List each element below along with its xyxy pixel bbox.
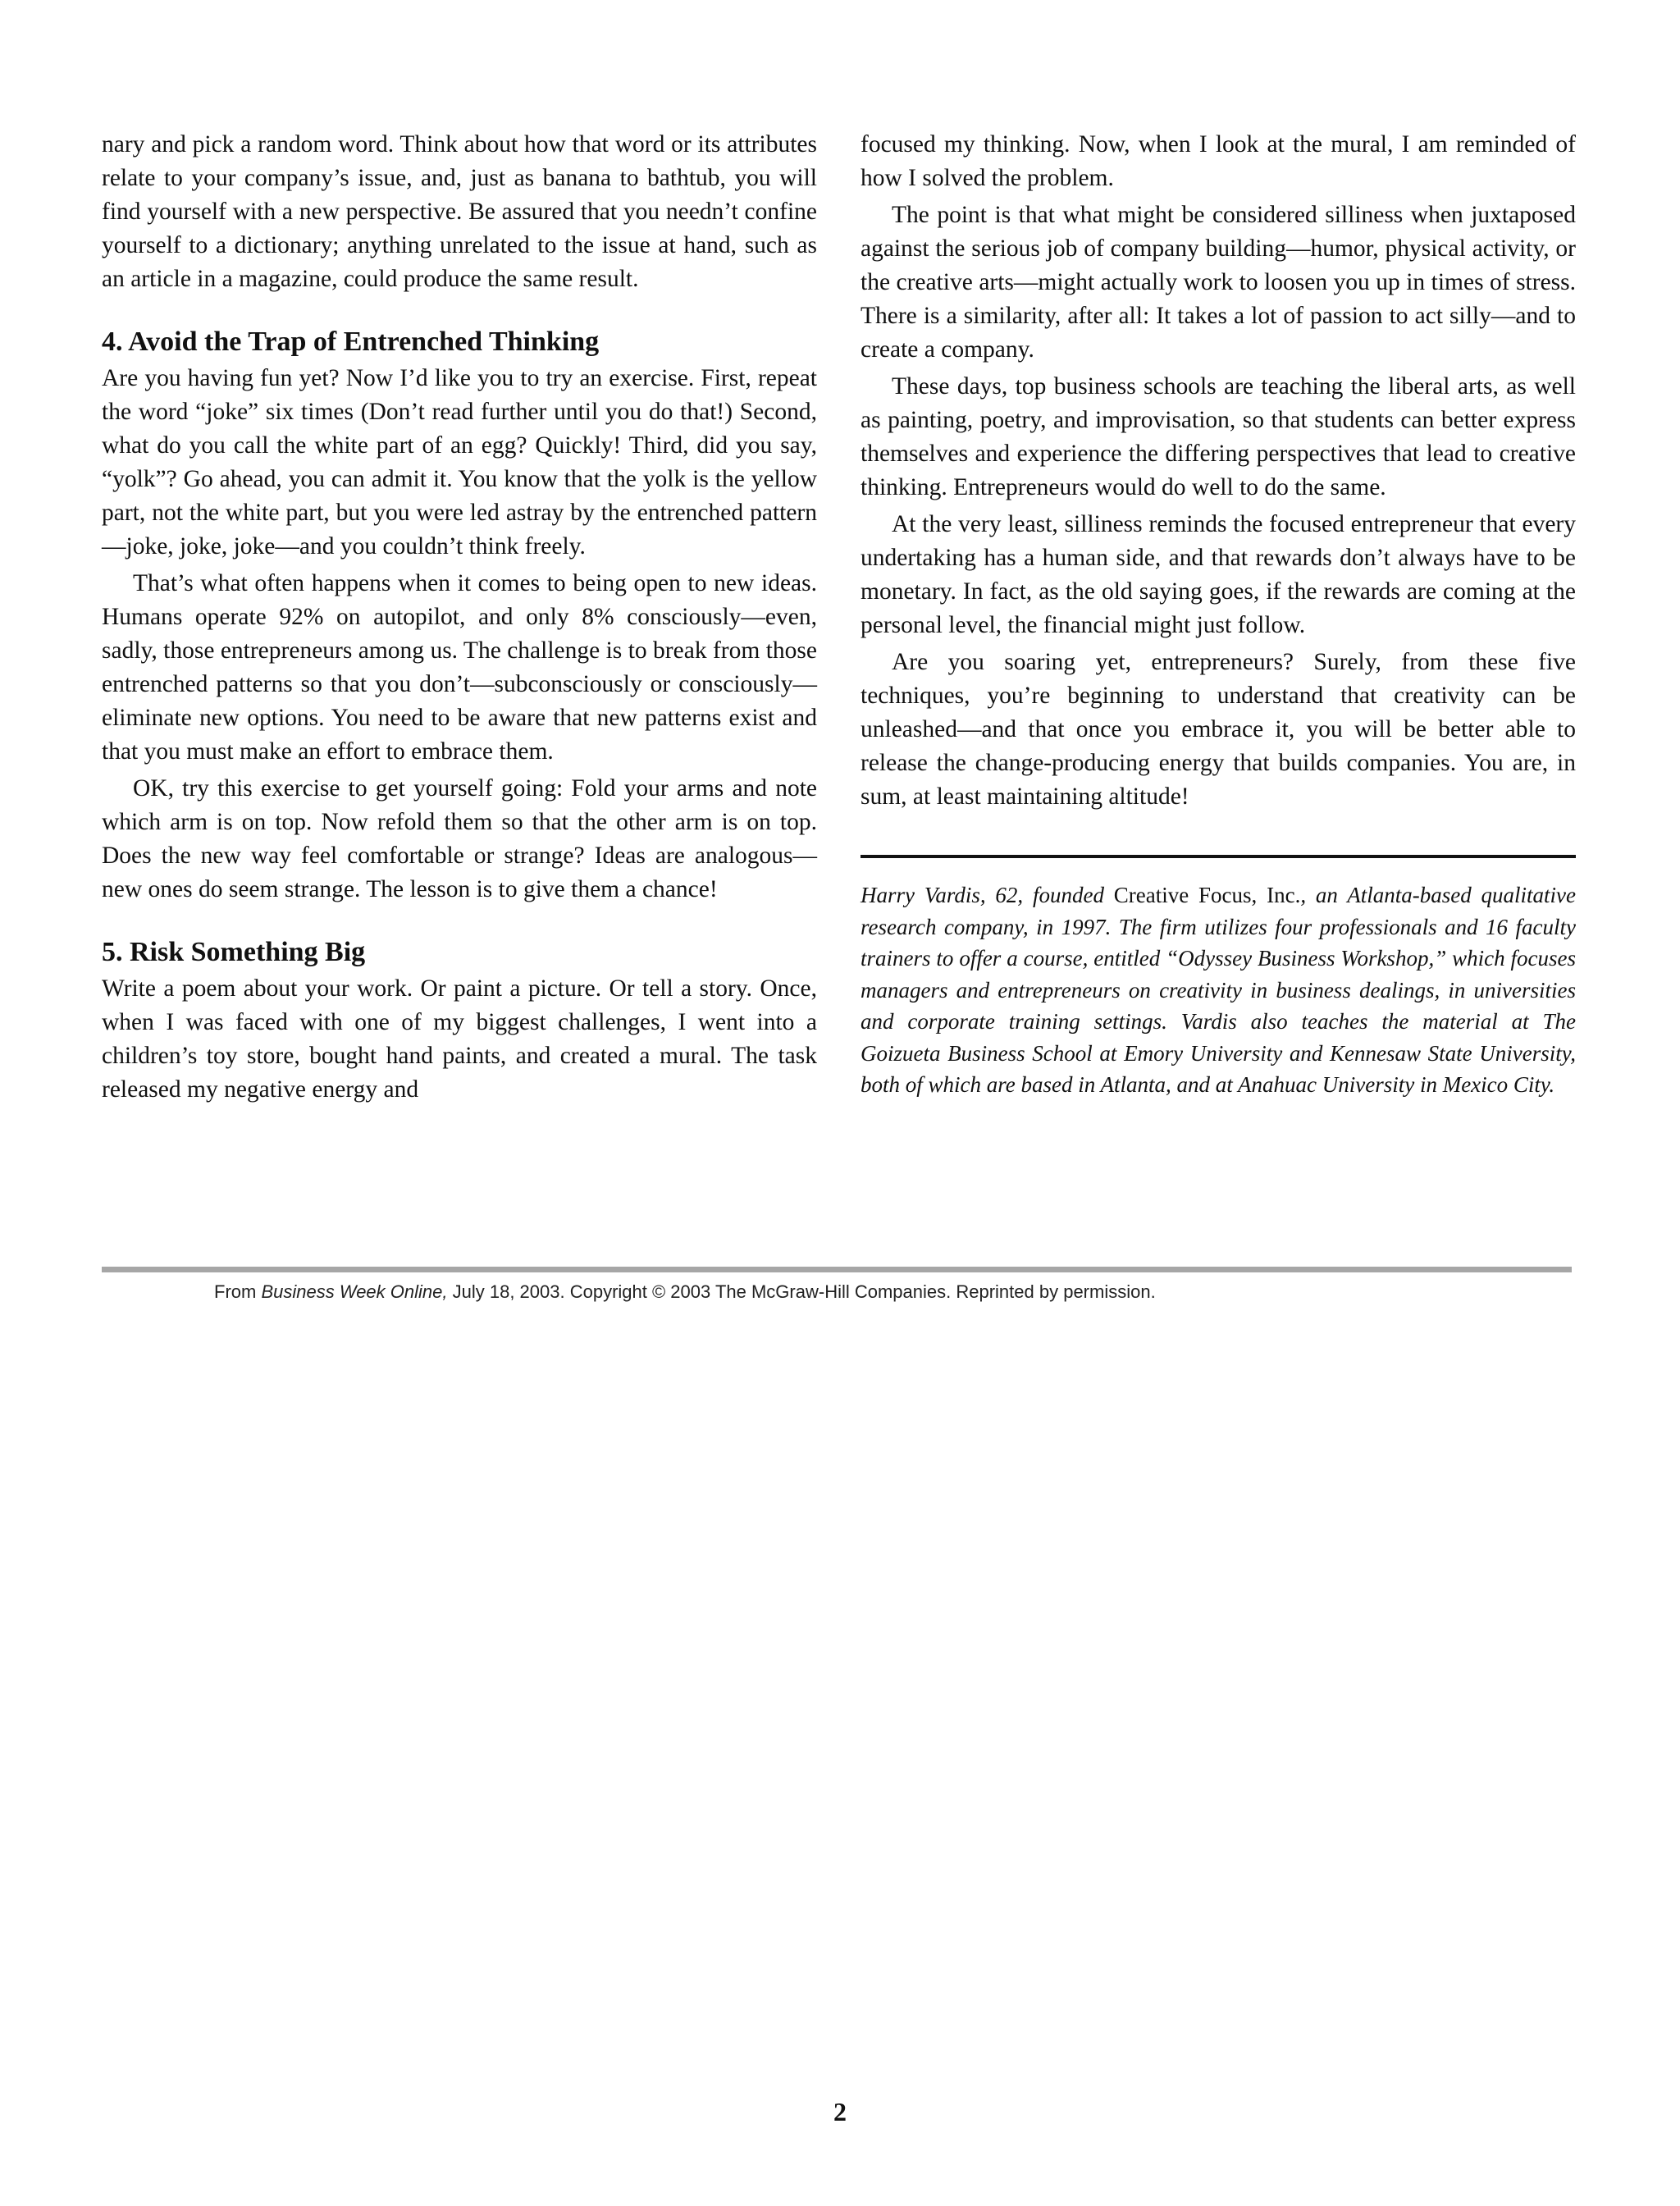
section-4-paragraph-1: Are you having fun yet? Now I’d like you to try an exercise. First, repeat the word “joke” six times (Don’t read further until you do that!) Second, what do you call the white part of an egg? Quickly! Third, did you say, “yolk”? Go ahead, you can admit it. You know that the yolk is the yellow part, not the white part, but you were led astray by the entrenched pattern—joke, joke, joke—and you couldn’t think freely. [102,365,817,559]
section-5-paragraph: Write a poem about your work. Or paint a picture. Or tell a story. Once, when I was faced with one of my biggest challenges, I went into a children’s toy store, bought hand paints, and created a mural. The task released my negative energy and [102,975,817,1103]
bio-divider [861,855,1576,858]
section-heading-5: 5. Risk Something Big [102,937,366,967]
source-rest: July 18, 2003. Copyright © 2003 The McGraw-Hill Companies. Reprinted by permission. [447,1281,1156,1302]
bio-lead: Harry Vardis, 62, founded [861,883,1114,907]
source-note [214,1280,1527,1304]
section-heading-4: 4. Avoid the Trap of Entrenched Thinking [102,327,600,357]
business-schools-paragraph: These days, top business schools are teaching the liberal arts, as well as painting, poetry, and improvisation, so that students can better express themselves and experience the differing perspectives that lead to creative thinking. Entrepreneurs would do well to do the same. [861,373,1576,500]
closing-paragraph: Are you soaring yet, entrepreneurs? Surely, from these five techniques, you’re beginning to understand that creativity can be unleashed—and that once you embrace it, you will be better able to release the change-producing energy that builds companies. You are, in sum, at least maintaining altitude! [861,649,1576,810]
section-4-paragraph-3: OK, try this exercise to get yourself going: Fold your arms and note which arm is on top. Now refold them so that the other arm is on top. Does the new way feel comfortable or strange? Ideas are analogous—new ones do seem strange. The lesson is to give them a chance! [102,775,817,902]
continued-paragraph: nary and pick a random word. Think about how that word or its attributes relate to your company’s issue, and, just as banana to bathtub, you will find yourself with a new perspective. Be assured that you needn’t confine yourself to a dictionary; anything unrelated to the issue at hand, such as an article in a magazine, could produce the same result. [102,131,817,292]
human-side-paragraph: At the very least, silliness reminds the focused entrepreneur that every undertaking has a human side, and that rewards don’t always have to be monetary. In fact, as the old saying goes, if the rewards are coming at the personal level, the financial might just follow. [861,511,1576,638]
page-number: 2 [833,2097,847,2126]
footer-divider [102,1267,1572,1272]
right-column [861,128,1576,1104]
section-4-paragraph-2: That’s what often happens when it comes to being open to new ideas. Humans operate 92% on autopilot, and only 8% consciously—even, sadly, those entrepreneurs among us. The challenge is to break from those entrenched patterns so that you don’t—subconsciously or consciously—eliminate new options. You need to be aware that new patterns exist and that you must make an effort to embrace them. [102,570,817,765]
source-prefix: From [214,1281,262,1302]
bio-rest: , an Atlanta-based qualitative research company, in 1997. The firm utilizes four professionals and 16 faculty trainers to offer a course, entitled “Odyssey Business Workshop,” which focuses managers and entrepreneurs on creativity in business dealings, in universities and corporate training settings. Vardis also teaches the material at The Goizueta Business School at Emory University and Kennesaw State University, both of which are based in Atlanta, and at Anahuac University in Mexico City. [861,883,1577,1097]
author-bio [861,879,1576,1101]
bio-company: Creative Focus, Inc. [1113,883,1301,907]
silliness-paragraph: The point is that what might be considered silliness when juxtaposed against the serious job of company building—humor, physical activity, or the creative arts—might actually work to loosen you up in times of stress. There is a similarity, after all: It takes a lot of passion to act silly—and to create a company. [861,202,1576,363]
source-publication: Business Week Online, [261,1281,448,1302]
continued-paragraph-right: focused my thinking. Now, when I look at the mural, I am reminded of how I solved the problem. [861,131,1576,191]
left-column [102,128,817,1110]
